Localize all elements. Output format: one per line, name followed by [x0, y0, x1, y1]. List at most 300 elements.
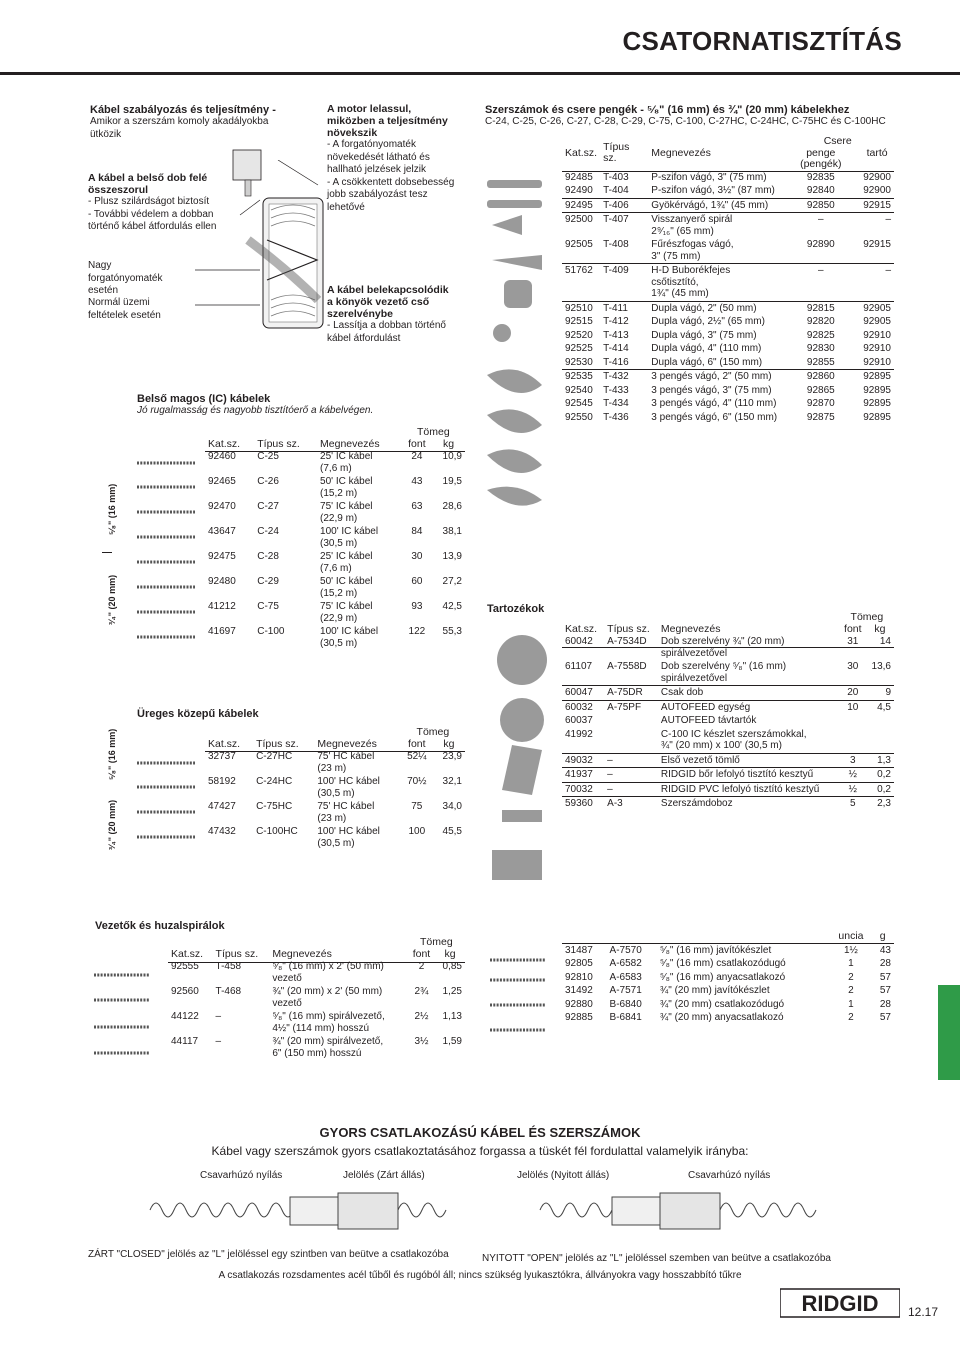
col-weight: Tömeg: [416, 726, 450, 738]
cell-tip: A-6582: [609, 958, 642, 969]
cell-font: 92890: [806, 239, 835, 250]
cell-tip: T-408: [603, 239, 629, 250]
cell-nev: ¾" (20 mm) x 2' (50 mm) vezető: [272, 986, 383, 1009]
ic-size-label-16: ⁵⁄₈" (16 mm): [107, 483, 117, 535]
cell-kat: 92515: [565, 316, 593, 327]
cell-kg: –: [860, 213, 894, 239]
cell-tip: C-27HC: [256, 751, 293, 762]
cell-kg: 92905: [860, 301, 894, 315]
cell-kg: 55,3: [442, 626, 462, 637]
cell-kg: 23,9: [442, 751, 462, 762]
coupling-drawings: [140, 1185, 840, 1240]
cell-font: 92840: [806, 185, 835, 196]
cell-tip: T-403: [603, 171, 629, 183]
cell-font: 75: [411, 801, 423, 812]
cell-nev: ⁵⁄₈" (16 mm) x 2' (50 mm) vezető: [272, 961, 384, 984]
table-row: [168, 1035, 465, 1060]
cell-kg: 92895: [863, 398, 891, 409]
acc-head-rule: [562, 647, 894, 648]
cell-tip: [604, 728, 658, 754]
tools-title: Szerszámok és csere pengék - ⁵⁄₈" (16 mm) és ¾" (20 mm) kábelekhez: [485, 104, 850, 116]
table-row: [205, 600, 465, 625]
table-row: [562, 700, 894, 714]
ic-heading: [137, 393, 467, 418]
ic-subtitle: Jó rugalmasság és nagyobb tisztítóerő a kábelvégen.: [137, 405, 374, 416]
cell-nev: Szerszámdoboz: [658, 797, 840, 811]
cell-nev: 100' HC kábel (30,5 m): [317, 776, 380, 799]
hc-size-label-16: ⁵⁄₈" (16 mm): [107, 728, 117, 780]
cell-kg: 0,2: [866, 768, 894, 783]
cell-tip: T-413: [603, 329, 629, 341]
cell-nev: P-szifon vágó, 3½" (87 mm): [651, 185, 775, 196]
cell-nev: Dupla vágó, 4" (110 mm): [651, 343, 762, 354]
cell-font: 92865: [806, 384, 835, 396]
col-weight: Tömeg: [850, 611, 884, 623]
bottom-title: GYORS CSATLAKOZÁSÚ KÁBEL ÉS SZERSZÁMOK: [319, 1125, 641, 1140]
cell-font: 10: [840, 700, 866, 714]
cell-kat: 47427: [208, 801, 236, 812]
intro-heading: [90, 104, 300, 141]
cell-kg: 0,2: [866, 782, 894, 797]
table-row: [205, 575, 465, 600]
cell-kat: 92460: [208, 451, 236, 462]
cell-font: 92855: [806, 356, 835, 368]
cell-kg: 42,5: [442, 601, 462, 612]
table-row: [562, 768, 894, 783]
cell-nev: ⁵⁄₈" (16 mm) javítókészlet: [657, 943, 831, 957]
cell-font: 63: [411, 501, 423, 512]
cell-kat: 92495: [562, 198, 600, 213]
cell-nev: Első vezető tömlő: [658, 753, 840, 768]
cell-kg: 92900: [863, 185, 891, 196]
cell-kg: 13,9: [442, 551, 462, 562]
cell-tip: C-100: [257, 626, 285, 637]
cell-font: [840, 714, 866, 728]
col-kat: Kat.sz.: [208, 437, 241, 450]
table-row: [562, 728, 894, 754]
table-row: [205, 500, 465, 525]
cell-font: 60: [411, 576, 423, 587]
cell-tip: T-468: [215, 986, 242, 997]
cell-font: 84: [411, 526, 423, 537]
ic-size-label-20: ³⁄₄" (20 mm): [107, 574, 117, 625]
table-row: [562, 356, 894, 370]
cell-font: 31: [847, 636, 859, 647]
cell-kg: 92900: [863, 171, 891, 183]
cell-nev: 100' HC kábel (30,5 m): [317, 826, 380, 849]
accessory-images: [482, 620, 562, 920]
cell-kg: 1,59: [442, 1036, 462, 1047]
cell-kat: 92545: [565, 398, 593, 409]
cell-kg: [866, 728, 894, 754]
cell-tip: T-436: [603, 411, 629, 423]
cell-nev: 50' IC kábel (15,2 m): [320, 476, 373, 499]
cell-nev: ¾" (20 mm) csatlakozódugó: [659, 998, 785, 1010]
cell-tip: T-411: [600, 301, 648, 315]
cell-tip: C-27: [257, 501, 279, 512]
cell-kat: 70032: [562, 782, 604, 797]
cell-nev: Dupla vágó, 2½" (65 mm): [651, 316, 765, 327]
open-caption: NYITOTT "OPEN" jelölés az "L" jelöléssel szemben van beütve a csatlakozóba: [482, 1253, 831, 1264]
cell-nev: RIDGID bőr lefolyó tisztító kesztyű: [658, 768, 840, 783]
cell-kg: –: [860, 264, 894, 302]
cell-kat: 60042: [565, 636, 593, 647]
cell-nev: 75' IC kábel (22,9 m): [320, 601, 373, 624]
cell-kat: 92500: [562, 213, 600, 239]
col-tip: Típus sz.: [607, 622, 650, 635]
cell-kat: 61107: [565, 661, 593, 672]
page-title: CSATORNATISZTÍTÁS: [622, 26, 902, 56]
table-row: [205, 750, 465, 775]
col-kg: kg: [443, 737, 455, 750]
guides-head-rule: [168, 962, 465, 963]
cell-kg: 92895: [863, 411, 891, 423]
cell-kat: 44117: [171, 1036, 199, 1047]
intro-left-heading: A kábel a belső dob felé összeszorul: [88, 172, 208, 196]
cell-tip: C-25: [257, 451, 279, 462]
cell-font: ½: [840, 768, 866, 783]
table-row: [562, 971, 894, 985]
ic-table: [205, 427, 465, 650]
table-row: [205, 450, 465, 475]
cell-g: 28: [879, 998, 891, 1010]
cell-tip: T-406: [600, 198, 648, 213]
hc-cable-images: [135, 755, 200, 855]
cell-nev: 100' IC kábel (30,5 m): [320, 526, 379, 549]
cell-font: 92860: [781, 370, 860, 384]
col-nev: Megnevezés: [272, 947, 332, 960]
cell-kg: 92915: [860, 198, 894, 213]
cell-nev: 3 pengés vágó, 6" (150 mm): [651, 411, 778, 423]
cell-kg: 10,9: [442, 451, 462, 462]
table-row: [562, 782, 894, 797]
table-row: [205, 525, 465, 550]
cell-tip: –: [215, 1011, 222, 1022]
cell-kg: 27,2: [442, 576, 462, 587]
section-tab: [938, 985, 960, 1080]
cell-tip: T-434: [603, 398, 629, 409]
cell-tip: T-433: [603, 384, 629, 396]
cell-font: 2: [418, 961, 425, 972]
closed-mark-label: Jelölés (Zárt állás): [343, 1170, 425, 1181]
cell-kg: 1,25: [442, 986, 462, 997]
cell-nev: 3 pengés vágó, 3" (75 mm): [651, 384, 772, 396]
table-row: [562, 198, 894, 213]
cell-kg: 92910: [863, 343, 891, 354]
cell-kg: [866, 714, 894, 728]
table-row: [562, 264, 894, 302]
col-csere: Csere: [823, 135, 852, 147]
cell-kg: 2,3: [866, 797, 894, 811]
cell-tip: [604, 714, 658, 728]
screwdriver-slot-label-right: Csavarhúzó nyílás: [688, 1170, 771, 1181]
cell-kat: 92465: [208, 476, 236, 487]
cell-kg: 38,1: [442, 526, 462, 537]
cell-kg: 45,5: [442, 826, 462, 837]
cell-tip: T-407: [600, 213, 648, 239]
col-font: font: [844, 622, 862, 635]
col-font: font: [408, 437, 426, 450]
col-tarto: tartó: [866, 146, 888, 159]
cell-tip: B-6841: [609, 1012, 642, 1023]
engage-heading: A kábel belekapcsolódik a könyök vezető cső szerelvénybe: [327, 284, 449, 320]
cell-kat: 44122: [171, 1011, 199, 1022]
cell-font: 70½: [407, 776, 427, 787]
cell-tip: A-7558D: [607, 661, 647, 672]
closed-caption: ZÁRT "CLOSED" jelölés az "L" jelöléssel egy szintben van beütve a csatlakozóba: [88, 1249, 449, 1260]
table-row: [562, 301, 894, 315]
cell-font: 92820: [806, 316, 835, 327]
col-tip: Típus sz.: [256, 737, 299, 750]
cell-font: 20: [840, 686, 866, 701]
cell-tip: A-6583: [609, 971, 642, 983]
cell-tip: C-75HC: [256, 801, 293, 812]
motor-heading: A motor lelassul, miközben a teljesítmény növekszik: [327, 103, 448, 139]
cell-font: 2¾: [414, 986, 429, 997]
cell-kat: 41992: [565, 728, 593, 740]
table-row: [562, 213, 894, 239]
guide-images: [92, 965, 157, 1065]
cell-kat: 60037: [565, 715, 593, 726]
hc-head-rule: [205, 751, 465, 752]
cell-tip: C-26: [257, 476, 279, 487]
cell-kat: 92470: [208, 501, 236, 512]
col-kat: Kat.sz.: [565, 146, 598, 159]
cell-kg: 13,6: [871, 661, 891, 672]
cell-kat: 92530: [565, 356, 593, 368]
table-row: [562, 342, 894, 356]
cell-kat: 92550: [565, 411, 593, 423]
cell-kg: 32,1: [442, 776, 462, 787]
cell-tip: C-75: [257, 601, 279, 612]
cell-font: 43: [411, 476, 423, 487]
cell-font: 52¼: [407, 751, 427, 762]
cell-nev: 50' IC kábel (15,2 m): [320, 576, 373, 599]
cell-nev: Dupla vágó, 2" (50 mm): [648, 301, 781, 315]
ic-title: Belső magos (IC) kábelek: [137, 393, 271, 405]
cell-font: 92870: [806, 398, 835, 409]
cell-nev: ¾" (20 mm) javítókészlet: [659, 985, 770, 996]
cable-path: [238, 160, 323, 310]
intro-right-notes-2: [327, 284, 457, 345]
cell-kg: 92910: [863, 356, 891, 368]
cell-font: 100: [408, 826, 426, 837]
guides-table: [168, 937, 465, 1060]
table-row: [562, 184, 894, 198]
bottom-subtitle: Kábel vagy szerszámok gyors csatlakoztatásához forgassa a tüskét fél fordulattal valamelyik irányba:: [211, 1144, 749, 1158]
cell-kg: 4,5: [866, 700, 894, 714]
cell-uncia: 2: [848, 1012, 854, 1023]
cell-nev: ⁵⁄₈" (16 mm) anyacsatlakozó: [659, 971, 786, 983]
repair-part-images: [485, 950, 555, 1060]
cell-tip: A-3: [604, 797, 658, 811]
cell-kat: 92540: [565, 384, 593, 396]
cell-kat: 51762: [562, 264, 600, 302]
table-row: [562, 171, 894, 185]
cell-font: 92835: [806, 171, 835, 183]
table-row: [205, 825, 465, 850]
table-row: [205, 800, 465, 825]
accessories-table: [562, 612, 894, 811]
cell-font: 92815: [781, 301, 860, 315]
cell-kat: 92510: [562, 301, 600, 315]
table-row: [205, 475, 465, 500]
cell-uncia: 1: [848, 998, 854, 1010]
table-row: [168, 1010, 465, 1035]
guides-title: Vezetők és huzalspirálok: [95, 920, 225, 932]
cell-nev: ⁵⁄₈" (16 mm) spirálvezető, 4½" (114 mm) hosszú: [272, 1011, 385, 1034]
size-divider: [102, 552, 112, 553]
cell-tip: –: [604, 768, 658, 783]
col-kg: kg: [874, 622, 886, 635]
tools-table: [562, 136, 894, 424]
cell-tip: T-416: [603, 356, 629, 368]
cell-kat: 60032: [562, 700, 604, 714]
cell-uncia: 2: [848, 985, 854, 996]
cell-kat: 92535: [562, 370, 600, 384]
cell-kg: 92915: [863, 239, 891, 250]
col-kg: kg: [444, 947, 456, 960]
cell-nev: 25' IC kábel (7,6 m): [320, 551, 373, 574]
cell-kat: 43647: [208, 526, 236, 537]
cell-tip: T-409: [600, 264, 648, 302]
cell-kat: 92805: [565, 958, 593, 969]
col-tip: Típus sz.: [215, 947, 259, 960]
cell-g: 57: [879, 985, 891, 996]
motor-point-1: - A forgatónyomaték növekedését látható és hallható jelzések jelzik: [327, 139, 430, 175]
table-row: [168, 960, 465, 985]
hc-title: Üreges közepű kábelek: [137, 708, 259, 720]
cell-tip: –: [604, 753, 658, 768]
cell-nev: Dupla vágó, 3" (75 mm): [651, 329, 757, 341]
cell-nev: Dob szerelvény ¾" (20 mm) spirálvezetővel: [660, 636, 785, 659]
cell-kat: 41697: [208, 626, 236, 637]
col-tip: Típus sz.: [257, 437, 300, 450]
cell-tip: A-75PF: [604, 700, 658, 714]
cell-tip: B-6840: [609, 998, 642, 1010]
table-row: [168, 985, 465, 1010]
ic-cable-images: [135, 455, 200, 655]
cell-nev: Csak dob: [658, 686, 840, 701]
table-row: [205, 625, 465, 650]
cell-uncia: 1: [848, 958, 854, 969]
col-penge: penge (pengék): [800, 146, 842, 170]
table-row: [562, 998, 894, 1012]
tool-images: [482, 170, 562, 515]
cell-kat: 92520: [565, 329, 593, 341]
cell-nev: ⁵⁄₈" (16 mm) csatlakozódugó: [659, 958, 786, 969]
page-number: 12.17: [907, 1305, 938, 1319]
table-row: [562, 660, 894, 686]
cell-font: 3: [840, 753, 866, 768]
cell-nev: Visszanyerő spirál 2⁹⁄₁₆" (65 mm): [648, 213, 781, 239]
col-kat: Kat.sz.: [208, 737, 241, 750]
table-row: [562, 397, 894, 411]
cell-nev: 75' IC kábel (22,9 m): [320, 501, 373, 524]
cell-kg: 1,3: [866, 753, 894, 768]
table-row: [562, 957, 894, 971]
normal-load-label: Normál üzemi feltételek esetén: [88, 297, 161, 321]
cell-font: 92830: [806, 343, 835, 354]
cell-kat: 31492: [565, 985, 593, 996]
table-row: [562, 797, 894, 811]
cell-nev: 75' HC kábel (23 m): [317, 751, 375, 774]
intro-left-point-2: - További védelem a dobban történő kábel átfordulás ellen: [88, 208, 217, 232]
cell-kat: 92485: [565, 171, 593, 183]
table-row: [562, 329, 894, 343]
cell-font: 30: [411, 551, 423, 562]
cell-nev: 100' IC kábel (30,5 m): [320, 626, 379, 649]
col-weight: Tömeg: [417, 426, 450, 438]
cell-tip: T-414: [603, 343, 629, 354]
cell-tip: A-7534D: [607, 636, 647, 647]
cell-nev: Dupla vágó, 6" (150 mm): [651, 356, 763, 368]
col-font: font: [408, 737, 426, 750]
cell-kat: 92525: [565, 343, 593, 354]
acc-title: Tartozékok: [487, 603, 545, 615]
cell-font: 5: [840, 797, 866, 811]
cell-kg: 28,6: [442, 501, 462, 512]
table-row: [205, 775, 465, 800]
cell-kg: 92895: [860, 370, 894, 384]
cell-kat: 41212: [208, 601, 236, 612]
cell-tip: C-28: [257, 551, 279, 562]
cell-font: –: [781, 264, 860, 302]
open-mark-label: Jelölés (Nyitott állás): [517, 1170, 610, 1181]
cell-uncia: 1½: [830, 943, 871, 957]
col-weight: Tömeg: [420, 936, 453, 948]
table-row: [562, 714, 894, 728]
cell-font: 3½: [414, 1036, 429, 1047]
col-nev: Megnevezés: [317, 737, 377, 750]
cell-kat: 92475: [208, 551, 236, 562]
cell-tip: T-404: [603, 185, 629, 196]
cell-kg: 0,85: [442, 961, 462, 972]
col-tip: Típus sz.: [603, 140, 630, 165]
cell-tip: –: [604, 782, 658, 797]
cell-font: 24: [411, 451, 423, 462]
cell-font: 30: [847, 661, 859, 672]
col-nev: Megnevezés: [651, 146, 711, 159]
cell-font: ½: [840, 782, 866, 797]
cell-kat: 92810: [565, 971, 593, 983]
cell-font: 92850: [781, 198, 860, 213]
cell-kg: 92905: [863, 316, 891, 327]
intro-right-notes: [327, 103, 457, 214]
col-font: font: [412, 947, 431, 960]
col-kat: Kat.sz.: [171, 947, 204, 960]
cell-font: 2½: [414, 1011, 429, 1022]
cell-kg: 9: [866, 686, 894, 701]
cell-tip: T-412: [603, 316, 629, 327]
cell-kg: 14: [879, 636, 891, 647]
cell-kat: 92480: [208, 576, 236, 587]
table-row: [562, 384, 894, 398]
cell-nev: AUTOFEED távtartók: [660, 715, 757, 726]
table-row: [562, 686, 894, 701]
col-uncia: uncia: [838, 930, 864, 942]
cell-kat: 92490: [565, 185, 593, 196]
col-nev: Megnevezés: [320, 437, 380, 450]
cell-kg: 92910: [863, 329, 891, 341]
cell-kg: 1,13: [442, 1011, 462, 1022]
cell-font: 92825: [806, 329, 835, 341]
cell-tip: A-7571: [609, 985, 642, 996]
cell-nev: ¾" (20 mm) anyacsatlakozó: [659, 1012, 784, 1023]
cell-uncia: 2: [848, 971, 854, 983]
cell-font: 122: [408, 626, 426, 637]
table-row: [562, 370, 894, 384]
